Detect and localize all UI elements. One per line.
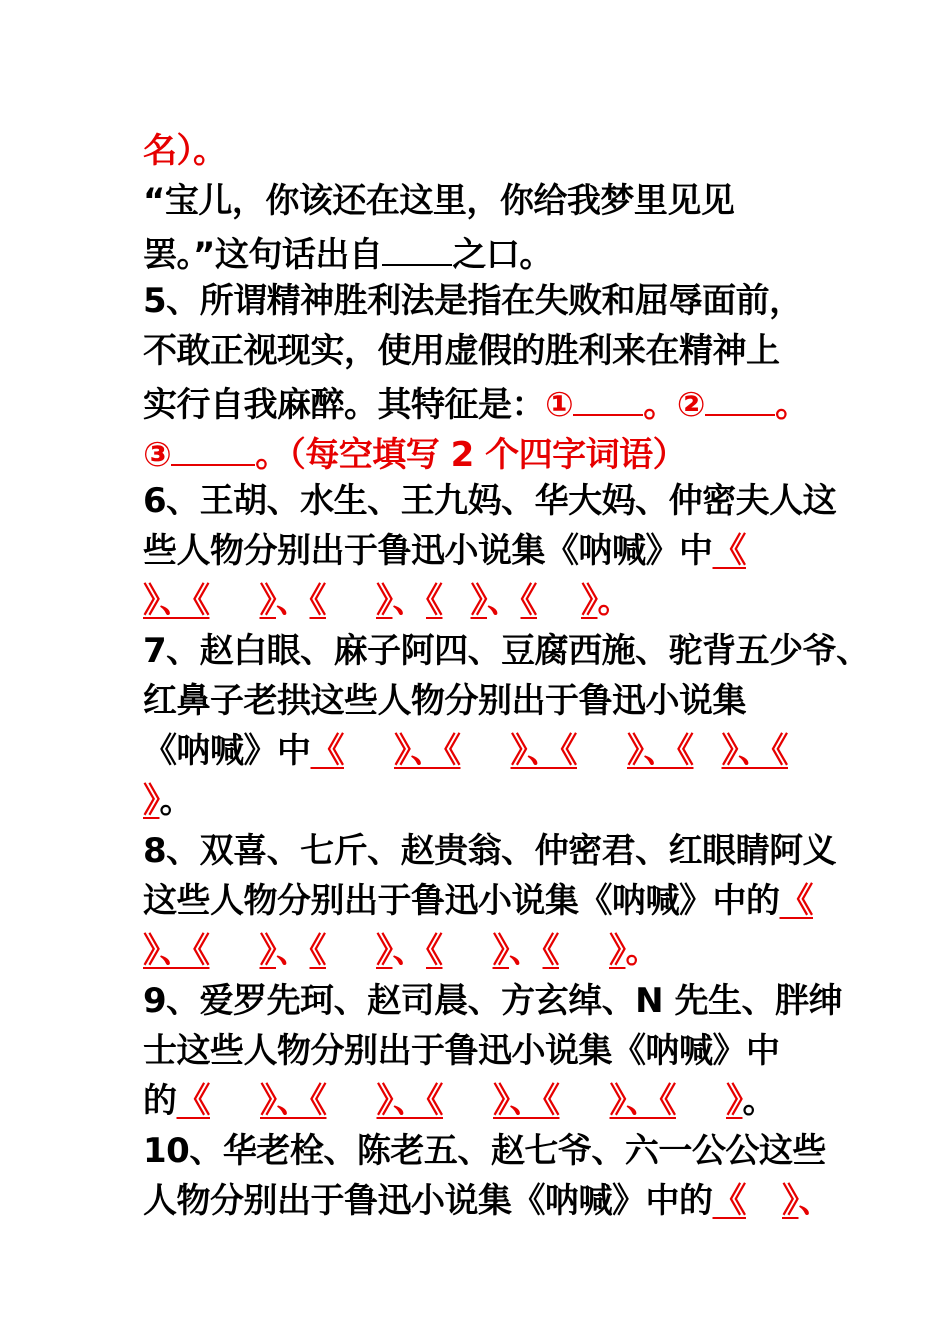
answer-bracket: 《 》 xyxy=(309,931,393,971)
red-text: ① xyxy=(545,385,574,425)
fill-blank[interactable] xyxy=(382,226,452,266)
red-text: 。（每空填写 2 个四字词语） xyxy=(255,435,687,475)
question-text: 10、华老栓、陈老五、赵七爷、六一公公这些 xyxy=(143,1131,826,1171)
question-7-line-3 xyxy=(143,726,843,776)
question-8-line-1 xyxy=(143,826,843,876)
answer-bracket: 《 》 xyxy=(520,581,598,621)
answer-sep: 。 xyxy=(597,581,631,621)
fill-blank[interactable] xyxy=(705,376,775,416)
fill-blank[interactable] xyxy=(573,376,643,416)
question-5-line-1 xyxy=(143,276,843,326)
question-text: 士这些人物分别出于鲁迅小说集《呐喊》中 xyxy=(143,1031,780,1071)
answer-sep: 、 xyxy=(276,931,310,971)
question-text: 《呐喊》中 xyxy=(143,731,311,771)
question-9-line-2 xyxy=(143,1026,843,1076)
quote-text: 罢。”这句话出自 xyxy=(143,235,383,275)
question-text: 7、赵白眼、麻子阿四、豆腐西施、驼背五少爷、 xyxy=(143,631,870,671)
answer-bracket: 《 》 xyxy=(193,931,276,971)
question-10-line-2 xyxy=(143,1176,843,1226)
answer-bracket: 《 》 xyxy=(712,1181,799,1221)
red-text: ③ xyxy=(143,435,172,475)
question-7-line-2 xyxy=(143,676,843,726)
answer-bracket: 《 》 xyxy=(193,581,276,621)
period: 。 xyxy=(742,1081,776,1121)
question-text: 9、爱罗先珂、赵司晨、方玄绰、N 先生、胖绅 xyxy=(143,981,842,1021)
question-text: 这些人物分别出于鲁迅小说集《呐喊》中的 xyxy=(143,881,780,921)
question-7-line-1 xyxy=(143,626,870,676)
red-text: 。② xyxy=(643,385,706,425)
quote-text: 之口。 xyxy=(452,235,553,275)
document-page xyxy=(143,126,870,1226)
answer-sep: 、 xyxy=(392,931,426,971)
answer-sep: 、 xyxy=(392,581,426,621)
question-text: 些人物分别出于鲁迅小说集《呐喊》中 xyxy=(143,531,713,571)
question-text: 红鼻子老拱这些人物分别出于鲁迅小说集 xyxy=(143,681,746,721)
question-6-line-1 xyxy=(143,476,843,526)
answer-bracket: 《 》 xyxy=(426,931,509,971)
text-line-3 xyxy=(143,226,843,276)
question-10-line-1 xyxy=(143,1126,843,1176)
question-text: 5、所谓精神胜利法是指在失败和屈辱面前， xyxy=(143,281,803,321)
answer-sep: 。 xyxy=(625,931,659,971)
text-line-2 xyxy=(143,176,843,226)
answer-sep: 、 xyxy=(798,1181,832,1221)
question-text: 实行自我麻醉。其特征是： xyxy=(143,385,545,425)
answer-bracket: 》、 xyxy=(143,581,193,621)
question-text: 不敢正视现实，使用虚假的胜利来在精神上 xyxy=(143,331,780,371)
red-text: 。 xyxy=(775,385,809,425)
question-text: 的 xyxy=(143,1081,177,1121)
question-text: 人物分别出于鲁迅小说集《呐喊》中的 xyxy=(143,1181,713,1221)
question-9-line-3 xyxy=(143,1076,843,1126)
fill-blank[interactable] xyxy=(171,426,255,466)
text-line-1 xyxy=(143,126,843,176)
answer-bracket: 《 xyxy=(779,881,813,921)
answer-bracket: 《 》、《 》、《 》、《 》、《 xyxy=(310,731,788,771)
question-text: 8、双喜、七斤、赵贵翁、仲密君、红眼睛阿义 xyxy=(143,831,837,871)
answer-sep: 、 xyxy=(276,581,310,621)
answer-bracket: 》 xyxy=(143,781,160,821)
question-8-line-2 xyxy=(143,876,843,926)
quote-text: “宝儿，你该还在这里，你给我梦里见见 xyxy=(143,181,735,221)
question-6-line-3 xyxy=(143,576,843,626)
answer-sep: 、 xyxy=(487,581,521,621)
answer-bracket: 《 》 xyxy=(426,581,487,621)
red-text: 名）。 xyxy=(143,131,227,171)
answer-bracket: 《 xyxy=(712,531,746,571)
answer-sep: 、 xyxy=(509,931,543,971)
answer-bracket: 《 》 xyxy=(542,931,626,971)
question-5-line-4 xyxy=(143,426,843,476)
question-5-line-3 xyxy=(143,376,843,426)
question-text: 6、王胡、水生、王九妈、华大妈、仲密夫人这 xyxy=(143,481,837,521)
question-9-line-1 xyxy=(143,976,843,1026)
question-8-line-3 xyxy=(143,926,843,976)
answer-bracket: 》、 xyxy=(143,931,193,971)
period: 。 xyxy=(159,781,193,821)
answer-bracket: 《 》 xyxy=(309,581,393,621)
question-6-line-2 xyxy=(143,526,843,576)
question-5-line-2 xyxy=(143,326,843,376)
answer-bracket: 《 》、《 》、《 》、《 》、《 》 xyxy=(176,1081,743,1121)
question-7-line-4 xyxy=(143,776,843,826)
